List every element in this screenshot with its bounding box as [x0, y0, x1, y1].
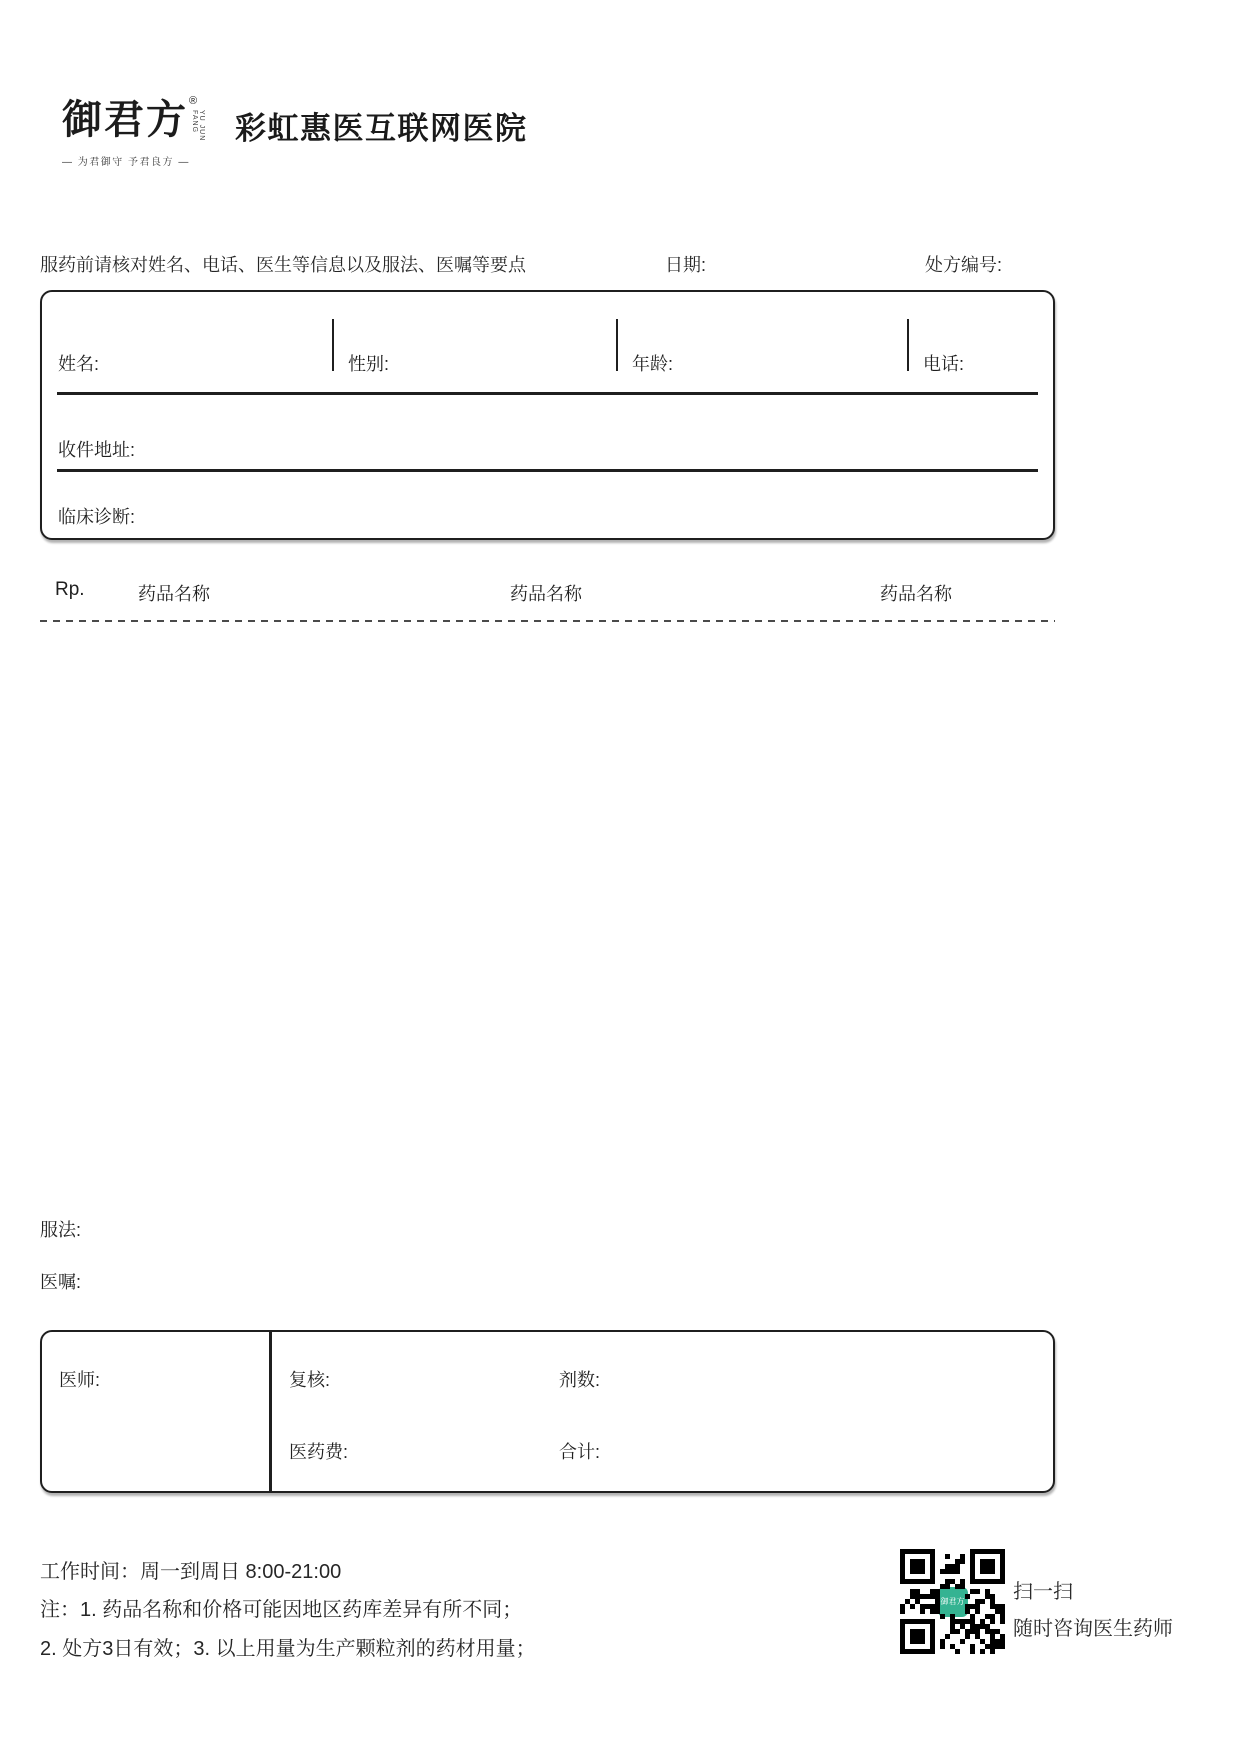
note-line-1: 注：1. 药品名称和价格可能因地区药库差异有所不同； [40, 1599, 523, 1621]
date-label: 日期: [665, 255, 707, 275]
patient-info-box [40, 290, 1055, 540]
dose-count-field-label: 剂数: [559, 1370, 601, 1390]
dashed-separator [40, 620, 1055, 622]
qr-finder-icon [900, 1549, 935, 1584]
row-divider [57, 392, 1038, 395]
scan-caption: 扫一扫 [1013, 1581, 1073, 1603]
brand-logo-text: 御君方 [62, 96, 188, 143]
check-reminder-text: 服药前请核对姓名、电话、医生等信息以及服法、医嘱等要点 [40, 255, 526, 275]
hospital-name: 彩虹惠医互联网医院 [235, 111, 528, 146]
row-divider [57, 469, 1038, 472]
usage-field-label: 服法: [40, 1220, 82, 1240]
drug-name-column-header: 药品名称 [510, 584, 582, 604]
column-divider [907, 319, 909, 371]
qr-center-logo: 御君方 [938, 1587, 968, 1617]
column-divider [332, 319, 334, 371]
registered-trademark-icon: ® [189, 95, 198, 107]
rp-label: Rp. [55, 579, 85, 600]
signature-fee-box [40, 1330, 1055, 1493]
qr-finder-icon [900, 1619, 935, 1654]
brand-logo [62, 95, 206, 168]
review-field-label: 复核: [289, 1370, 331, 1390]
total-field-label: 合计: [559, 1442, 601, 1462]
age-field-label: 年龄: [632, 354, 674, 374]
brand-tagline: — 为君御守 予君良方 — [62, 157, 190, 168]
drug-name-column-header: 药品名称 [138, 584, 210, 604]
address-field-label: 收件地址: [58, 440, 136, 460]
column-divider [616, 319, 618, 371]
drug-name-column-header: 药品名称 [880, 584, 952, 604]
prescription-number-label: 处方编号: [925, 255, 1003, 275]
doctor-advice-field-label: 医嘱: [40, 1272, 82, 1292]
name-field-label: 姓名: [58, 354, 100, 374]
qr-code [900, 1549, 1005, 1654]
note-line-2: 2. 处方3日有效；3. 以上用量为生产颗粒剂的药材用量； [40, 1638, 536, 1660]
doctor-field-label: 医师: [59, 1370, 101, 1390]
phone-field-label: 电话: [923, 354, 965, 374]
brand-logo-pinyin: YU JUN FANG [191, 110, 206, 142]
qr-finder-icon [970, 1549, 1005, 1584]
brand-logo-mark [62, 95, 206, 148]
gender-field-label: 性别: [348, 354, 390, 374]
work-hours-text: 工作时间：周一到周日 8:00-21:00 [40, 1561, 342, 1583]
diagnosis-field-label: 临床诊断: [58, 507, 136, 527]
consult-caption: 随时咨询医生药师 [1013, 1618, 1173, 1640]
column-divider [269, 1332, 272, 1491]
medicine-fee-field-label: 医药费: [289, 1442, 349, 1462]
